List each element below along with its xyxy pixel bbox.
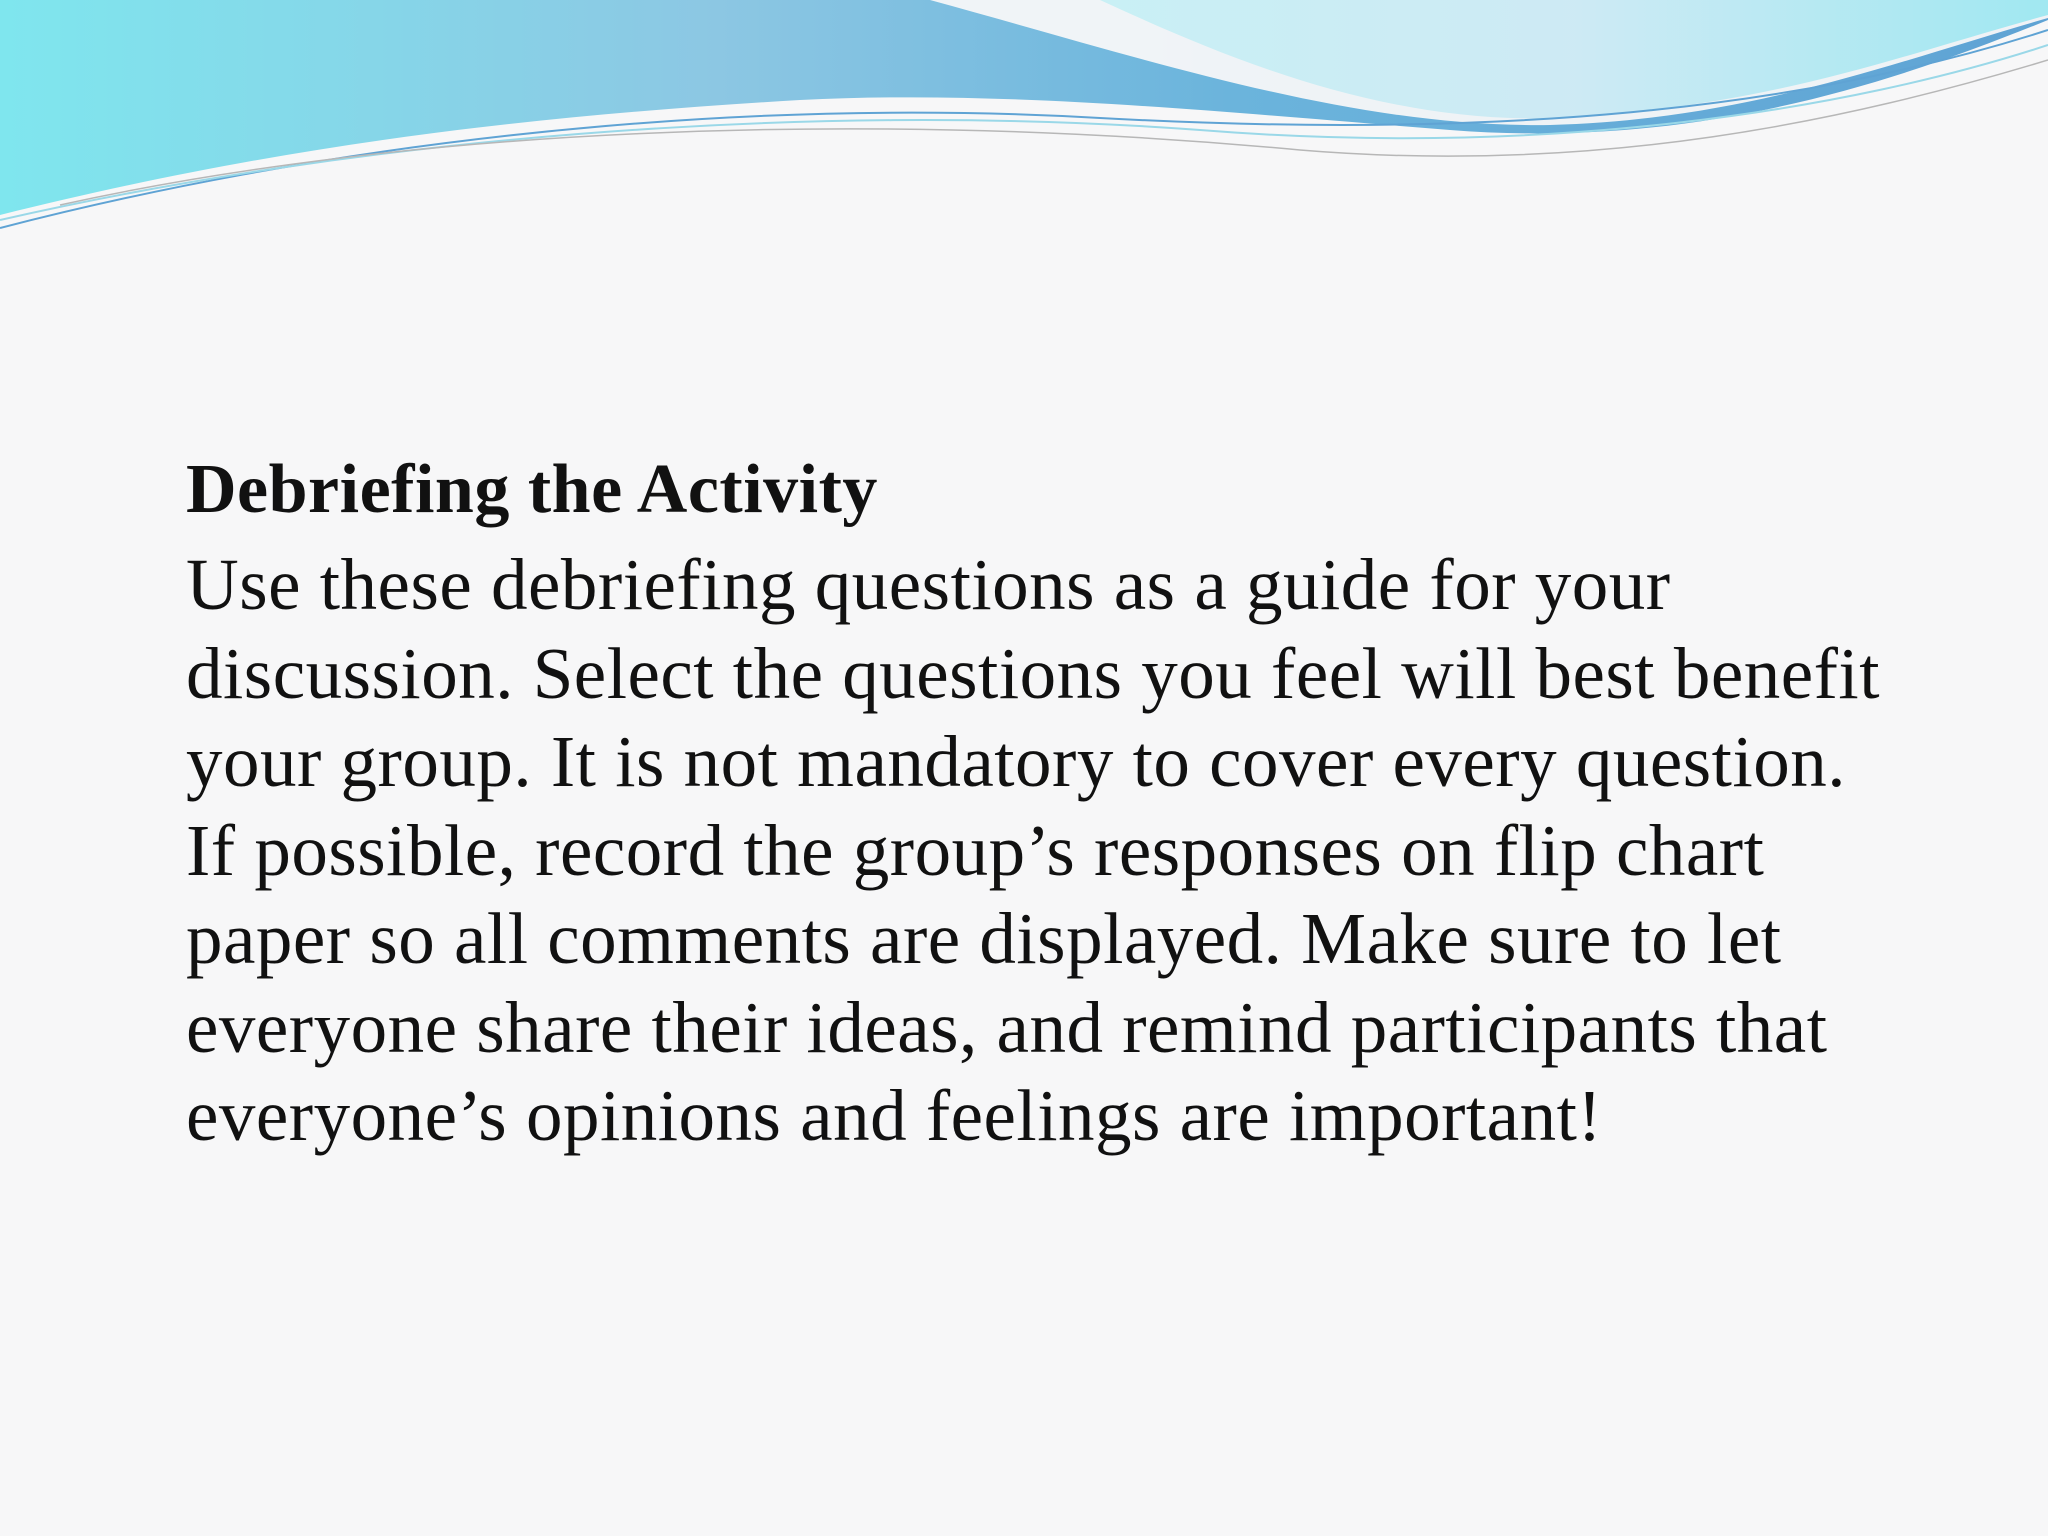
slide-heading: Debriefing the Activity [186,451,878,528]
slide-content [186,445,1906,1161]
wave-header-decoration [0,0,2048,240]
slide-body-text: Use these debriefing questions as a guide for your discussion. Select the questions you feel will best benefit your group. It is not mandatory to cover every question. If possible, record the group’s responses on flip chart paper so all comments are displayed. Make sure to let everyone share their ideas, and remind participants that everyone’s opinions and feelings are important! [186,544,1880,1156]
